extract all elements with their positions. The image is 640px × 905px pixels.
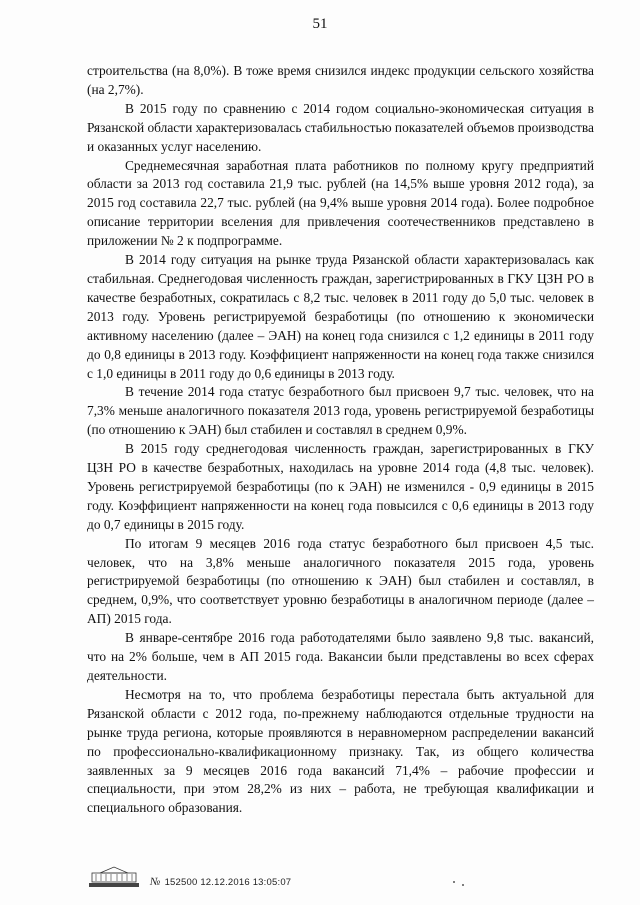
document-number-mark: № [150,876,161,888]
paragraph: Несмотря на то, что проблема безработицы перестала быть актуальной для Рязанской области с 2012 года, по-прежнему наблюдаются отдельные трудности на рынке труда региона, которые проявляются в неравномерном распределении вакансий по профессионально-квалификационному признаку. Так, из общего количества заявленных за 9 месяцев 2016 года вакансий 71,4% – рабочие профессии и специальности, при этом 28,2% из них – работа, не требующая квалификации и специального образования. [87,686,594,816]
document-footer [86,866,486,892]
document-id-text: 152500 12.12.2016 13:05:07 [164,877,292,888]
scan-speck [453,881,455,883]
paragraph: В 2014 году ситуация на рынке труда Рязанской области характеризовалась как стабильная. Среднегодовая численность граждан, зарегистрированных в ГКУ ЦЗН РО в качестве безработных, сократилась с 8,2 тыс. человек в 2011 году до 5,0 тыс. человек в 2013 году. Уровень регистрируемой безработицы (по отношению к экономически активному населению (далее – ЭАН) на конец года снизился с 1,2 единицы в 2011 году до 0,8 единицы в 2013 году. Коэффициент напряженности на конец года также снизился с 1,0 единицы в 2011 году до 0,6 единицы в 2013 году. [87,252,594,381]
paragraph: По итогам 9 месяцев 2016 года статус безработного был присвоен 4,5 тыс. человек, что на 3,8% меньше аналогичного показателя 2015 года, уровень регистрируемой безработицы (по отношению к ЭАН) был стабилен и составлял, в среднем, 0,9%, что соответствует уровню безработицы в аналогичном периоде (далее – АП) 2015 года. [87,535,594,627]
paragraph: В 2015 году по сравнению с 2014 годом социально-экономическая ситуация в Рязанской области характеризовалась стабильностью показателей объемов производства и оказанных услуг населению. [87,100,594,154]
document-body [87,62,594,818]
paragraph: В январе-сентябре 2016 года работодателями было заявлено 9,8 тыс. вакансий, что на 2% больше, чем в АП 2015 года. Вакансии были представлены во всех сферах деятельности. [87,630,594,683]
paragraph: В течение 2014 года статус безработного был присвоен 9,7 тыс. человек, что на 7,3% меньше аналогичного показателя 2013 года, уровень регистрируемой безработицы (по отношению к ЭАН) был стабилен и составлял в среднем 0,9%. [87,384,594,438]
document-registration-id [150,876,291,888]
paragraph: Среднемесячная заработная плата работников по полному кругу предприятий области за 2013 год составила 21,9 тыс. рублей (на 14,5% выше уровня 2012 года), за 2015 год составила 22,7 тыс. рублей (на 9,4% выше уровня 2014 года). Более подробное описание территории вселения для привлечения соотечественников представлено в приложении № 2 к подпрограмме. [87,157,594,249]
scan-speck [462,884,464,886]
paragraph: строительства (на 8,0%). В тоже время снизился индекс продукции сельского хозяйства (на 2,7%). [87,63,594,97]
page-number: 51 [312,16,328,32]
government-building-stamp-icon [86,866,142,888]
paragraph: В 2015 году среднегодовая численность граждан, зарегистрированных в ГКУ ЦЗН РО в качестве безработных, находилась на уровне 2014 года (4,8 тыс. человек). Уровень регистрируемой безработицы (по к ЭАН) не изменился - 0,9 единицы в 2015 году. Коэффициент напряженности на конец года повысился с 0,6 единицы в 2013 году до 0,7 единицы в 2015 году. [87,441,594,532]
